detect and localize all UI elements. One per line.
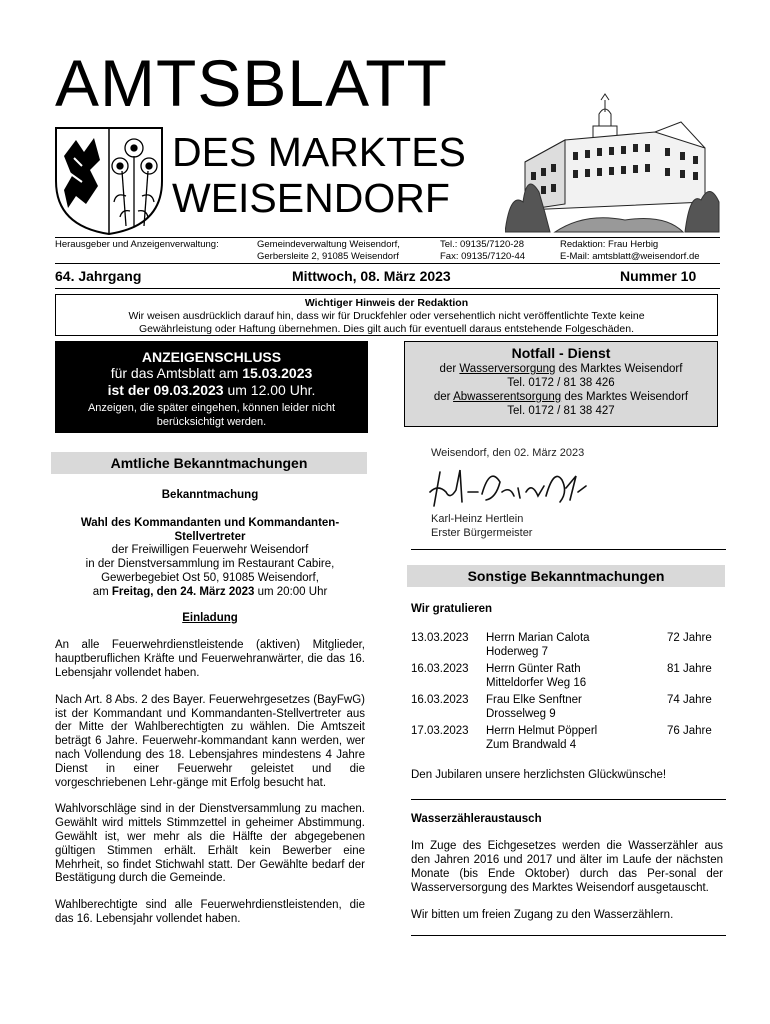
election-time: um 20:00 Uhr [254,585,328,598]
invitation-para-4: Wahlberechtigte sind alle Feuerwehrdienstleistenden, die das 16. Lebensjahr vollendet haben. [55,899,365,925]
signature-rule [411,549,726,550]
election-org-3: Gewerbegebiet Ost 50, 91085 Weisendorf, [101,571,319,584]
publisher-office-1: Gemeindeverwaltung Weisendorf, [257,239,400,250]
deadline-date: ist der 09.03.2023 [107,382,224,398]
issue-date: Mittwoch, 08. März 2023 [292,268,451,284]
birthday-age: 81 Jahre [667,662,712,675]
invitation-para-1: An alle Feuerwehrdienstleistende (aktiven) Mitglieder, hauptberuflichen Kräfte und Feuerwehranwärter, die das 16. Lebensjahr vollendet haben. [55,639,365,679]
invitation-para-2: Nach Art. 8 Abs. 2 des Bayer. Feuerwehrgesetzes (BayFwG) ist der Kommandant und Kommandanten-Stellvertreter aus der Mitte der Wahlberechtigten zu wählen. Die Amtszeit beträgt 6 Jahre. Feuerwehr-kommandant kann werden, wer nach Vollendung des 18. Lebensjahres mindestens 4 Jahre Dienst in einer Feuerwehr geleistet und die vorgeschriebenen Lehr-gänge mit Erfolg besucht hat. [55,693,365,789]
announcement-heading: Bekanntmachung [161,489,259,501]
publisher-tel: Tel.: 09135/7120-28 [440,239,524,250]
birthday-name: Frau Elke Senftner [486,693,582,706]
congrats-rule [411,799,726,800]
election-date: Freitag, den 24. März 2023 [111,585,255,598]
signature-name: Karl-Heinz Hertlein [431,513,524,525]
birthday-name: Herrn Günter Rath [486,662,581,675]
deadline-title: ANZEIGENSCHLUSS [141,349,282,365]
header-rule [55,237,720,238]
congrats-text: Den Jubilaren unsere herzlichsten Glückwünsche! [411,768,667,781]
emergency-service-box [404,341,718,427]
publisher-fax: Fax: 09135/7120-44 [440,251,526,262]
issue-rule [55,288,720,289]
invitation-para-3: Wahlvorschläge sind in der Dienstversammlung zu machen. Gewählt wird mittels Stimmzettel in geheimer Abstimmung. Gewählt ist, wer mehr als die Hälfte der abgegebenen gültigen Stimmen erhält. Erhält kein Bewerber eine Mehrheit, so findet Stichwahl statt. Der Gewählte bedarf der Bestätigung durch die Gemeinde. [55,803,365,885]
masthead-subtitle-1: DES MARKTES [172,129,466,175]
notice-line-1: Wir weisen ausdrücklich darauf hin, dass wir für Druckfehler oder versehentlich nicht veröffentlichte Texte keine [128,310,645,322]
birthday-age: 74 Jahre [667,693,712,706]
publisher-editor: Redaktion: Frau Herbig [560,239,659,250]
birthday-date: 17.03.2023 [411,724,469,737]
invitation-heading: Einladung [182,611,238,624]
emergency-water-prefix: der [439,363,460,375]
publisher-office-2: Gerbersleite 2, 91085 Weisendorf [257,251,399,262]
issue-number: Nummer 10 [620,268,697,284]
notice-title: Wichtiger Hinweis der Redaktion [304,297,469,309]
editor-notice-box [55,294,718,336]
election-subject-1: Wahl des Kommandanten und Kommandanten- [80,516,340,529]
list-item [411,724,723,755]
masthead-subtitle-2: WEISENDORF [172,175,450,221]
handwritten-signature [420,462,590,512]
birthday-street: Hoderweg 7 [486,645,549,658]
issue-year: 64. Jahrgang [55,268,142,284]
birthday-date: 13.03.2023 [411,631,469,644]
deadline-time: um 12.00 Uhr. [223,382,316,398]
emergency-sewage-prefix: der [433,391,454,403]
water-meter-para-2: Wir bitten um freien Zugang zu den Wasserzählern. [411,908,674,921]
birthday-date: 16.03.2023 [411,693,469,706]
birthday-date: 16.03.2023 [411,662,469,675]
publisher-email: E-Mail: amtsblatt@weisendorf.de [560,251,700,262]
election-org-2: in der Dienstversammlung im Restaurant Cabire, [85,558,335,571]
list-item [411,631,723,662]
emergency-sewage-suffix: des Marktes Weisendorf [561,391,689,403]
birthday-name: Herrn Marian Calota [486,631,590,644]
birthday-name: Herrn Helmut Pöpperl [486,724,598,737]
birthday-street: Drosselweg 9 [486,707,556,720]
emergency-water-label: Wasserversorgung [459,363,556,375]
notice-line-2: Gewährleistung oder Haftung übernehmen. Dies gilt auch für eventuell daraus entstehende Folgeschäden. [139,323,634,335]
right-column [411,603,723,936]
left-column [55,489,365,927]
publisher-label: Herausgeber und Anzeigenverwaltung: [55,239,219,250]
signature-role: Erster Bürgermeister [431,527,533,539]
emergency-water-suffix: des Marktes Weisendorf [555,363,683,375]
election-org-1: der Freiwilligen Feuerwehr Weisendorf [111,544,309,557]
emergency-sewage-tel: Tel. 0172 / 81 38 427 [507,405,615,417]
emergency-title: Notfall - Dienst [511,345,611,361]
election-when-prefix: am [92,585,112,598]
emergency-sewage-label: Abwasserentsorgung [453,391,562,403]
emergency-water-tel: Tel. 0172 / 81 38 426 [507,377,615,389]
deadline-line-2a: für das Amtsblatt am [110,365,243,381]
deadline-note-1: Anzeigen, die später eingehen, können leider nicht [87,402,336,414]
election-subject-2: Stellvertreter [174,530,246,543]
section-official-announcements: Amtliche Bekanntmachungen [51,452,367,474]
birthday-age: 76 Jahre [667,724,712,737]
list-item [411,662,723,693]
water-meter-title: Wasserzähleraustausch [411,812,542,825]
birthday-age: 72 Jahre [667,631,712,644]
birthday-street: Zum Brandwald 4 [486,738,577,751]
section-other-announcements: Sonstige Bekanntmachungen [407,565,725,587]
signature-place-date: Weisendorf, den 02. März 2023 [431,447,585,459]
pub-rule [55,263,720,264]
castle-illustration [505,92,720,234]
list-item [411,693,723,724]
birthday-street: Mitteldorfer Weg 16 [486,676,587,689]
deadline-issue-date: 15.03.2023 [242,365,313,381]
birthday-list [411,631,723,755]
masthead-title: AMTSBLATT [55,46,448,120]
coat-of-arms-icon [54,126,164,236]
ad-deadline-box [55,341,368,433]
water-meter-rule [411,935,726,936]
water-meter-para-1: Im Zuge des Eichgesetzes werden die Wasserzähler aus den Jahren 2016 und 2017 und älter im Laufe der nächsten Monate (bis Ende Oktober) durch das Per-sonal der Wasserversorgung des Marktes Weisendorf ausgetauscht. [411,840,723,894]
congrats-title: Wir gratulieren [411,603,493,615]
deadline-note-2: berücksichtigt werden. [156,416,267,428]
